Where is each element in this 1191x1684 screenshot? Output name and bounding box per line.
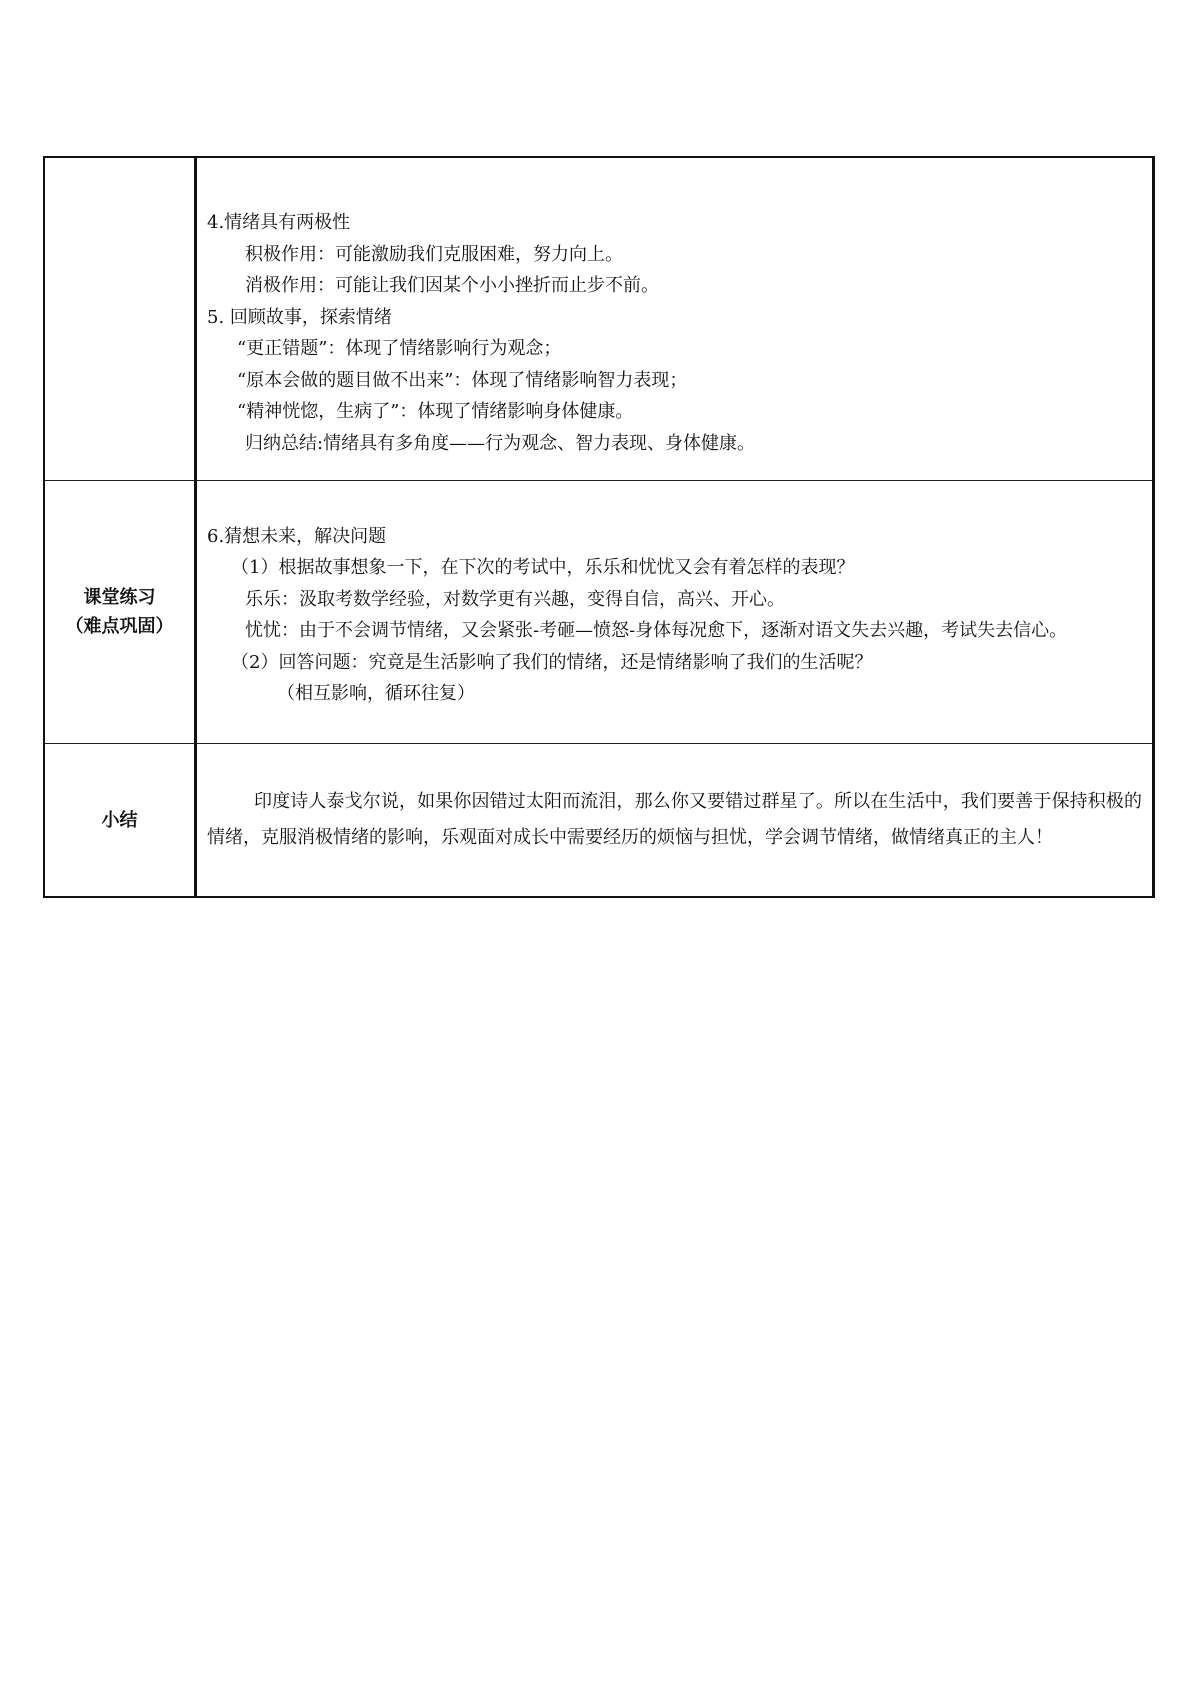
row-label: 小结 xyxy=(101,809,138,831)
row-label: 课堂练习 xyxy=(83,587,156,608)
summary-paragraph: 印度诗人泰戈尔说，如果你因错过太阳而流泪，那么你又要错过群星了。所以在生活中，我们要善于保持积极的情绪，克服消极情绪的影响，乐观面对成长中需要经历的烦恼与担忧，学会调节情绪，做情绪真正的主人！ xyxy=(207,791,1142,848)
table-row xyxy=(44,481,1154,744)
table-row xyxy=(44,744,1154,898)
section-heading: 6.猜想未来，解决问题 xyxy=(207,525,387,547)
section-heading: 5. 回顾故事，探索情绪 xyxy=(207,306,392,328)
row-label-cell xyxy=(44,481,196,744)
row-content-cell xyxy=(196,744,1154,898)
content-line: 乐乐：汲取考数学经验，对数学更有兴趣，变得自信，高兴、开心。 xyxy=(245,588,785,610)
content-line: 忧忧：由于不会调节情绪，又会紧张-考砸—愤怒-身体每况愈下，逐渐对语文失去兴趣，考试失去信心。 xyxy=(245,620,1068,641)
row-content-cell xyxy=(196,157,1154,481)
row-label-cell xyxy=(44,744,196,898)
content-line: （1）根据故事想象一下，在下次的考试中，乐乐和忧忧又会有着怎样的表现？ xyxy=(231,557,855,578)
row-label-cell xyxy=(44,157,196,481)
content-line: 消极作用：可能让我们因某个小小挫折而止步不前。 xyxy=(245,275,659,296)
content-line: “原本会做的题目做不出来”：体现了情绪影响智力表现； xyxy=(237,369,688,391)
content-line: 积极作用：可能激励我们克服困难，努力向上。 xyxy=(245,243,623,265)
row-content-cell xyxy=(196,481,1154,744)
row-label-sub: （难点巩固） xyxy=(65,616,174,637)
content-line: 归纳总结:情绪具有多角度——行为观念、智力表现、身体健康。 xyxy=(245,432,756,454)
table-row xyxy=(44,157,1154,481)
content-line: “更正错题”：体现了情绪影响行为观念； xyxy=(237,338,562,359)
section-heading: 4.情绪具有两极性 xyxy=(207,212,351,233)
content-line: （2）回答问题：究竟是生活影响了我们的情绪，还是情绪影响了我们的生活呢？ xyxy=(231,651,873,673)
content-line: （相互影响，循环往复） xyxy=(277,683,475,704)
lesson-plan-table xyxy=(43,156,1155,898)
content-line: “精神恍惚，生病了”：体现了情绪影响身体健康。 xyxy=(237,401,634,422)
